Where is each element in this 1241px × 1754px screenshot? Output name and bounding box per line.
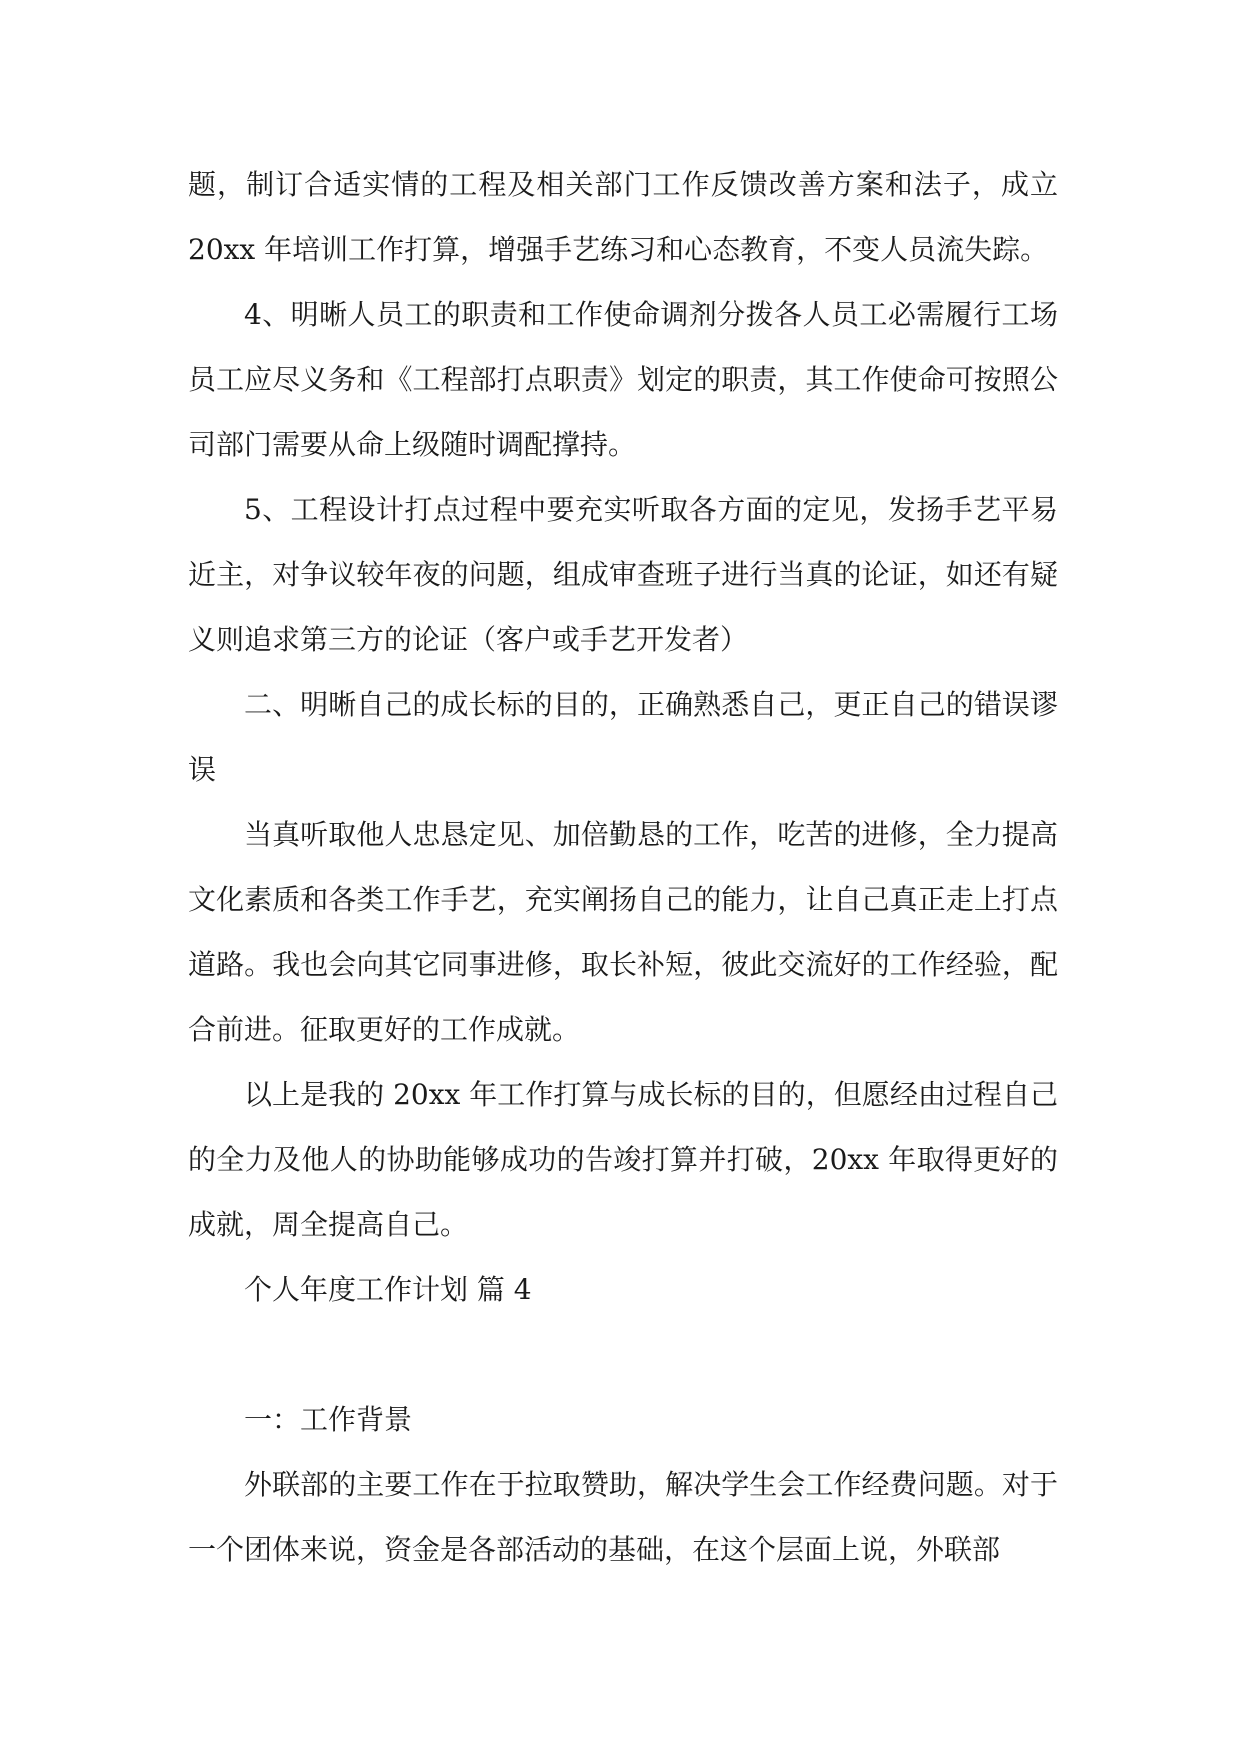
paragraph-continuation: 题，制订合适实情的工程及相关部门工作反馈改善方案和法子，成立20xx 年培训工作打算，增强手艺练习和心态教育，不变人员流失踪。 bbox=[188, 168, 1058, 266]
section-heading-1: 一：工作背景 bbox=[244, 1403, 413, 1436]
paragraph-body-2: 以上是我的 20xx 年工作打算与成长标的目的，但愿经由过程自己的全力及他人的协助能够成功的告竣打算并打破，20xx 年取得更好的成就，周全提高自己。 bbox=[188, 1078, 1058, 1241]
article-heading-4: 个人年度工作计划 篇 4 bbox=[244, 1273, 532, 1306]
section-heading-2: 二、明晰自己的成长标的目的，正确熟悉自己，更正自己的错误谬误 bbox=[188, 688, 1058, 786]
paragraph-item-5: 5、工程设计打点过程中要充实听取各方面的定见，发扬手艺平易近主，对争议较年夜的问题，组成审查班子进行当真的论证，如还有疑义则追求第三方的论证（客户或手艺开发者） bbox=[188, 493, 1058, 656]
paragraph-item-4: 4、明晰人员工的职责和工作使命调剂分拨各人员工必需履行工场员工应尽义务和《工程部打点职责》划定的职责，其工作使命可按照公司部门需要从命上级随时调配撑持。 bbox=[188, 298, 1058, 461]
paragraph-body-1: 当真听取他人忠恳定见、加倍勤恳的工作，吃苦的进修，全力提高文化素质和各类工作手艺，充实阐扬自己的能力，让自己真正走上打点道路。我也会向其它同事进修，取长补短，彼此交流好的工作经验，配合前进。征取更好的工作成就。 bbox=[188, 818, 1058, 1046]
document-body bbox=[188, 152, 1058, 1582]
paragraph-body-3: 外联部的主要工作在于拉取赞助，解决学生会工作经费问题。对于一个团体来说，资金是各部活动的基础，在这个层面上说，外联部 bbox=[188, 1468, 1058, 1566]
